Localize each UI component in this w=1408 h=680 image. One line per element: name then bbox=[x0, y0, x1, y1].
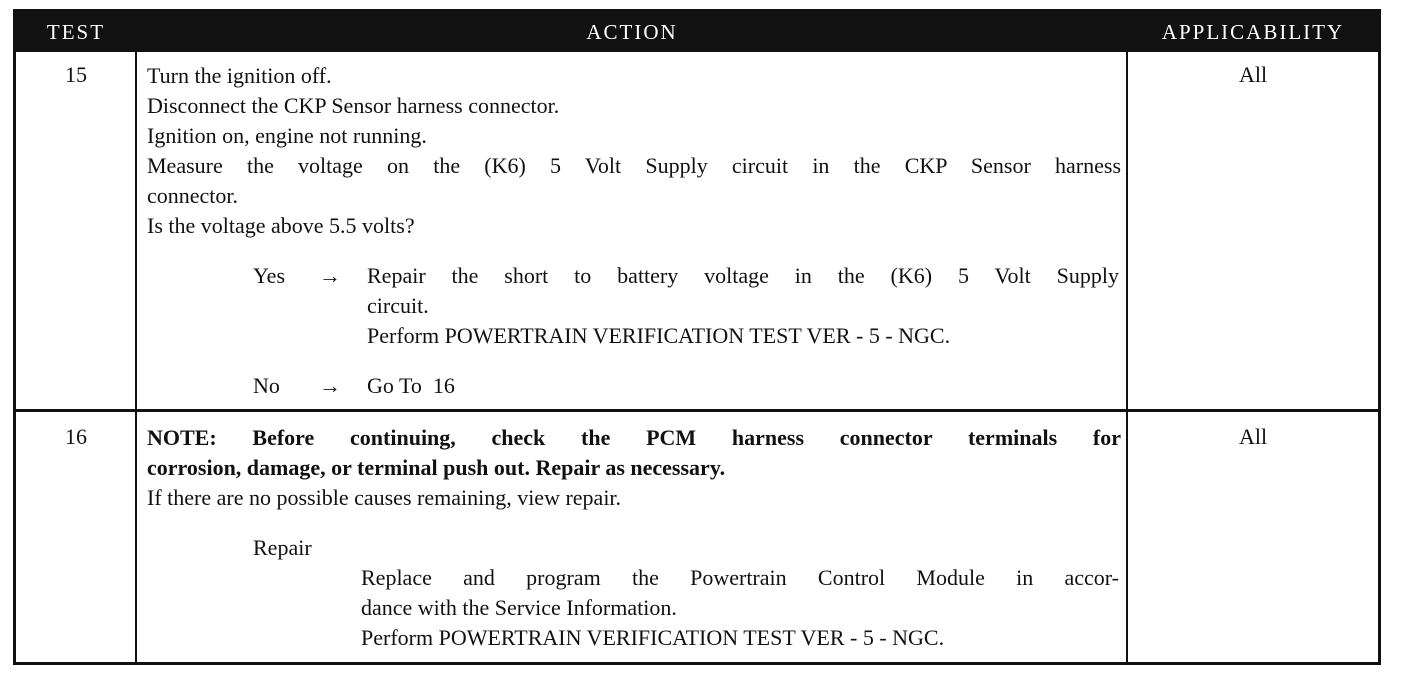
note-line: corrosion, damage, or terminal push out. Repair as necessary. bbox=[147, 455, 726, 480]
action-line: Is the voltage above 5.5 volts? bbox=[147, 213, 415, 238]
action-line: Disconnect the CKP Sensor harness connector. bbox=[147, 93, 560, 118]
action-line: Turn the ignition off. bbox=[147, 63, 332, 88]
header-test: TEST bbox=[46, 20, 106, 44]
yes-result-line: Repair the short to battery voltage in the (K6) 5 Volt Supply bbox=[367, 263, 1119, 288]
column-divider-1 bbox=[135, 52, 137, 662]
note-line: NOTE: Before continuing, check the PCM harness connector terminals for bbox=[147, 425, 1121, 450]
action-line: connector. bbox=[147, 183, 239, 208]
arrow-icon: → bbox=[319, 263, 341, 288]
yes-result-line: circuit. bbox=[367, 293, 429, 318]
yes-label: Yes bbox=[253, 263, 286, 288]
no-result: Go To 16 bbox=[367, 373, 455, 398]
repair-line: Replace and program the Powertrain Control Module in accor- bbox=[361, 565, 1119, 590]
action-cell-15 bbox=[147, 61, 1121, 401]
no-option bbox=[147, 371, 1121, 401]
test-number-15: 15 bbox=[65, 62, 87, 87]
diagnostic-table bbox=[13, 9, 1381, 665]
yes-result-line: Perform POWERTRAIN VERIFICATION TEST VER - 5 - NGC. bbox=[367, 323, 951, 348]
yes-option bbox=[147, 261, 1121, 351]
action-cell-16 bbox=[147, 423, 1121, 653]
repair-body bbox=[361, 563, 1119, 653]
repair-line: Perform POWERTRAIN VERIFICATION TEST VER - 5 - NGC. bbox=[361, 625, 945, 650]
header-applicability: APPLICABILITY bbox=[1161, 20, 1345, 44]
yes-result bbox=[367, 261, 1119, 351]
action-line: Ignition on, engine not running. bbox=[147, 123, 427, 148]
row-divider bbox=[16, 409, 1378, 412]
header-action: ACTION bbox=[586, 20, 678, 44]
repair-label: Repair bbox=[253, 535, 312, 560]
no-label: No bbox=[253, 373, 280, 398]
applicability-15: All bbox=[1238, 62, 1268, 87]
action-line: If there are no possible causes remaining, view repair. bbox=[147, 485, 622, 510]
repair-line: dance with the Service Information. bbox=[361, 595, 677, 620]
applicability-16: All bbox=[1238, 424, 1268, 449]
column-divider-2 bbox=[1126, 52, 1128, 662]
arrow-icon: → bbox=[319, 373, 341, 398]
test-number-16: 16 bbox=[65, 424, 87, 449]
table-header bbox=[16, 12, 1378, 52]
action-line: Measure the voltage on the (K6) 5 Volt Supply circuit in the CKP Sensor harness bbox=[147, 153, 1121, 178]
